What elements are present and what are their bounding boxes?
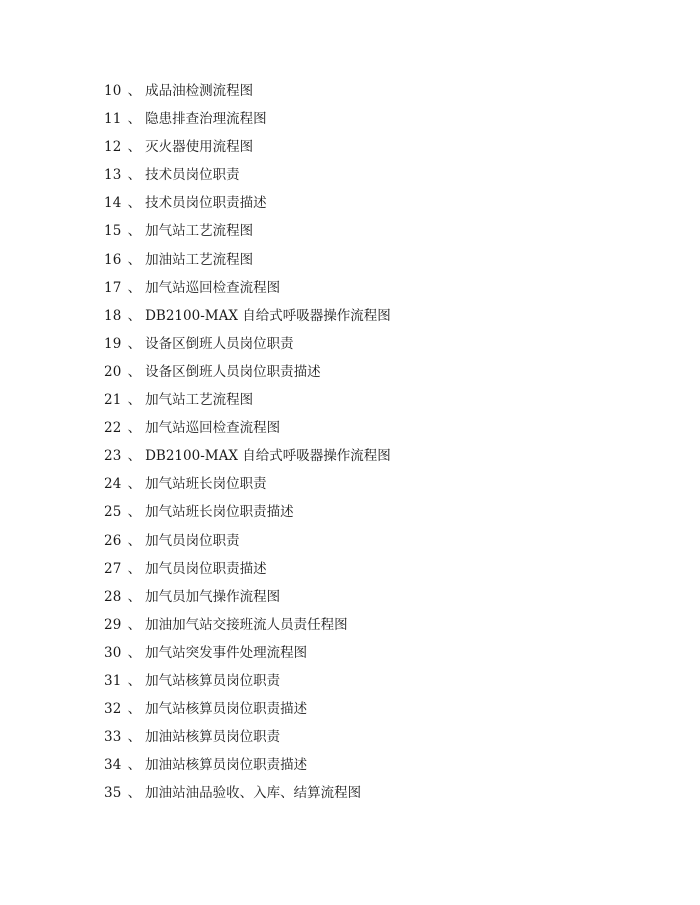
item-separator: 、: [127, 560, 142, 577]
item-number: 21: [104, 392, 122, 409]
list-item: [104, 641, 391, 669]
item-number: 12: [104, 139, 122, 156]
list-item: [104, 79, 391, 107]
item-number: 16: [104, 251, 122, 268]
item-separator: 、: [127, 335, 142, 352]
item-title: 加气员岗位职责: [145, 532, 240, 549]
item-title: 加油站核算员岗位职责描述: [145, 757, 308, 774]
list-item: [104, 388, 391, 416]
item-separator: 、: [127, 111, 142, 128]
item-title: 加气站核算员岗位职责描述: [145, 701, 308, 718]
item-separator: 、: [127, 279, 142, 296]
item-separator: 、: [127, 223, 142, 240]
item-separator: 、: [127, 588, 142, 605]
item-number: 23: [104, 448, 122, 465]
item-number: 35: [104, 785, 122, 802]
list-item: [104, 669, 391, 697]
item-title: 加气站核算员岗位职责: [145, 672, 281, 689]
item-number: 20: [104, 363, 122, 380]
item-number: 33: [104, 729, 122, 746]
item-title: 加油站油品验收、入库、结算流程图: [145, 785, 362, 802]
item-title: 加气站工艺流程图: [145, 223, 254, 240]
item-title: 技术员岗位职责描述: [145, 195, 267, 212]
item-title: 加气站班长岗位职责: [145, 476, 267, 493]
item-separator: 、: [127, 363, 142, 380]
list-item: [104, 135, 391, 163]
list-item: [104, 360, 391, 388]
list-item: [104, 725, 391, 753]
list-item: [104, 697, 391, 725]
item-number: 26: [104, 532, 122, 549]
item-number: 13: [104, 167, 122, 184]
item-title: 成品油检测流程图: [145, 83, 254, 99]
item-title: DB2100-MAX 自给式呼吸器操作流程图: [145, 307, 391, 324]
item-number: 10: [104, 83, 122, 99]
list-item: [104, 781, 391, 809]
item-number: 27: [104, 560, 122, 577]
list-item: [104, 753, 391, 781]
item-title: 加油站工艺流程图: [145, 251, 254, 268]
item-separator: 、: [127, 139, 142, 156]
list-item: [104, 500, 391, 528]
item-title: 加气站巡回检查流程图: [145, 279, 281, 296]
list-item: [104, 416, 391, 444]
item-separator: 、: [127, 476, 142, 493]
list-item: [104, 557, 391, 585]
item-separator: 、: [127, 757, 142, 774]
item-title: 加气站巡回检查流程图: [145, 420, 281, 437]
item-title: 加气站班长岗位职责描述: [145, 504, 294, 521]
list-item: [104, 444, 391, 472]
list-item: [104, 276, 391, 304]
item-title: DB2100-MAX 自给式呼吸器操作流程图: [145, 448, 391, 465]
item-title: 技术员岗位职责: [145, 167, 240, 184]
item-title: 加气站工艺流程图: [145, 392, 254, 409]
item-separator: 、: [127, 392, 142, 409]
item-title: 设备区倒班人员岗位职责: [145, 335, 294, 352]
list-item: [104, 248, 391, 276]
item-number: 30: [104, 644, 122, 661]
item-number: 11: [104, 111, 122, 128]
item-separator: 、: [127, 195, 142, 212]
item-separator: 、: [127, 616, 142, 633]
list-item: [104, 529, 391, 557]
item-title: 加气员岗位职责描述: [145, 560, 267, 577]
item-title: 设备区倒班人员岗位职责描述: [145, 363, 321, 380]
item-separator: 、: [127, 251, 142, 268]
item-title: 加气站突发事件处理流程图: [145, 644, 308, 661]
list-item: [104, 107, 391, 135]
list-item: [104, 163, 391, 191]
item-number: 24: [104, 476, 122, 493]
list-item: [104, 191, 391, 219]
item-number: 22: [104, 420, 122, 437]
item-separator: 、: [127, 644, 142, 661]
item-separator: 、: [127, 701, 142, 718]
list-item: [104, 472, 391, 500]
list-item: [104, 304, 391, 332]
item-number: 25: [104, 504, 122, 521]
item-number: 15: [104, 223, 122, 240]
item-number: 31: [104, 672, 122, 689]
item-separator: 、: [127, 83, 142, 99]
list-item: [104, 332, 391, 360]
item-number: 18: [104, 307, 122, 324]
item-number: 29: [104, 616, 122, 633]
list-item: [104, 219, 391, 247]
item-number: 19: [104, 335, 122, 352]
item-number: 32: [104, 701, 122, 718]
list-item: [104, 585, 391, 613]
item-separator: 、: [127, 167, 142, 184]
item-number: 17: [104, 279, 122, 296]
item-number: 14: [104, 195, 122, 212]
item-title: 加油站核算员岗位职责: [145, 729, 281, 746]
item-separator: 、: [127, 307, 142, 324]
item-separator: 、: [127, 504, 142, 521]
item-number: 34: [104, 757, 122, 774]
item-separator: 、: [127, 672, 142, 689]
item-title: 加油加气站交接班流人员责任程图: [145, 616, 348, 633]
item-separator: 、: [127, 532, 142, 549]
list-item: [104, 613, 391, 641]
item-separator: 、: [127, 448, 142, 465]
item-title: 加气员加气操作流程图: [145, 588, 281, 605]
item-separator: 、: [127, 420, 142, 437]
item-title: 灭火器使用流程图: [145, 139, 254, 156]
item-title: 隐患排查治理流程图: [145, 111, 267, 128]
contents-list: [104, 79, 391, 809]
item-separator: 、: [127, 785, 142, 802]
item-separator: 、: [127, 729, 142, 746]
item-number: 28: [104, 588, 122, 605]
